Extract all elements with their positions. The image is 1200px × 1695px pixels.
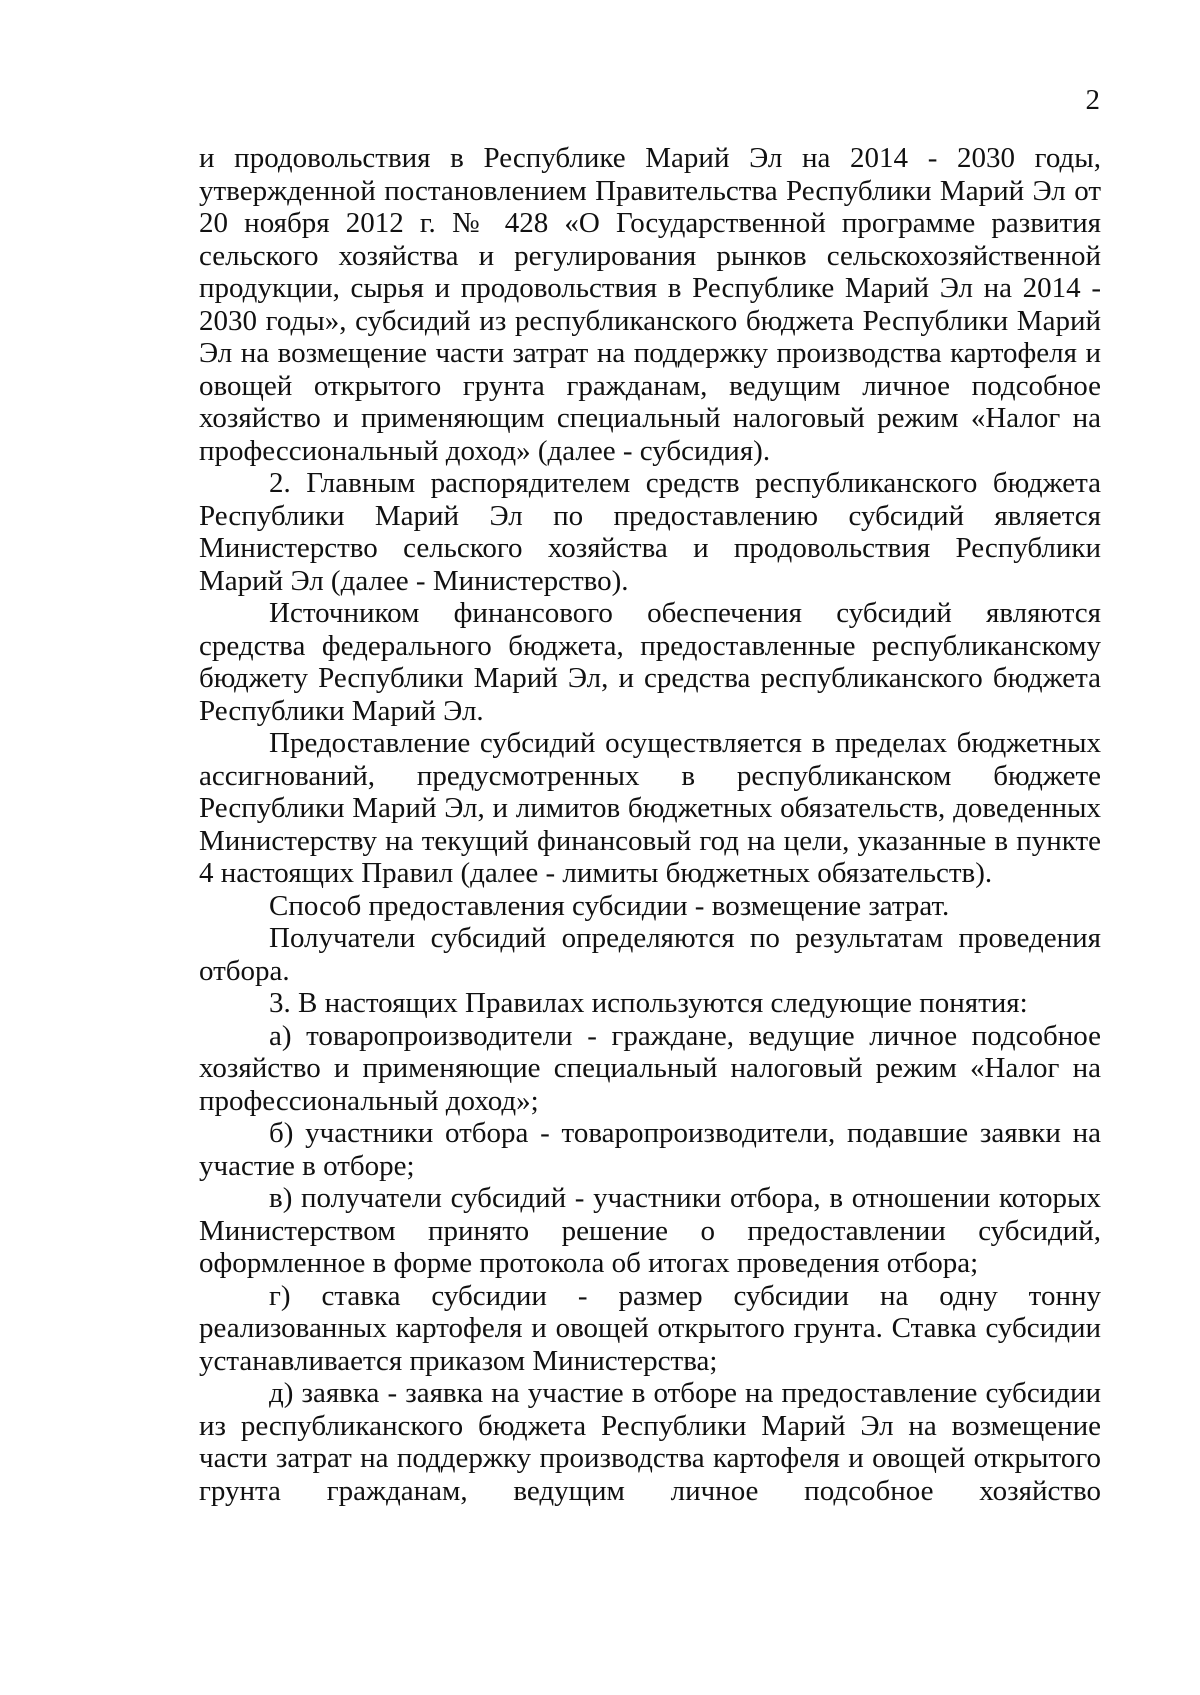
paragraph-subsidy-method: Способ предоставления субсидии - возмещение затрат. bbox=[269, 889, 950, 922]
definition-b: б) участники отбора - товаропроизводители, подавшие заявки на участие в отборе; bbox=[199, 1117, 1101, 1182]
paragraph-recipients: Получатели субсидий определяются по результатам проведения отбора. bbox=[199, 922, 1101, 987]
paragraph-item-3: 3. В настоящих Правилах используются следующие понятия: bbox=[269, 987, 1028, 1019]
definition-g: г) ставка субсидии - размер субсидии на одну тонну реализованных картофеля и овощей открытого грунта. Ставка субсидии устанавливается приказом Министерства; bbox=[199, 1279, 1101, 1377]
paragraph-item-2: 2. Главным распорядителем средств республиканского бюджета Республики Марий Эл по предоставлению субсидий является Министерство сельского хозяйства и продовольствия Республики Марий Эл (далее - Министерство). bbox=[199, 467, 1101, 597]
paragraph-budget-limits: Предоставление субсидий осуществляется в пределах бюджетных ассигнований, предусмотренных в республиканском бюджете Республики Марий Эл, и лимитов бюджетных обязательств, доведенных Министерству на текущий финансовый год на цели, указанные в пункте 4 настоящих Правил (далее - лимиты бюджетных обязательств). bbox=[199, 727, 1101, 889]
definition-d: д) заявка - заявка на участие в отборе на предоставление субсидии из республиканского бюджета Республики Марий Эл на возмещение части затрат на поддержку производства картофеля и овощей открытого грунта гражданам, ведущим личное подсобное хозяйство bbox=[199, 1377, 1101, 1507]
definition-v: в) получатели субсидий - участники отбора, в отношении которых Министерством принято решение о предоставлении субсидий, оформленное в форме протокола об итогах проведения отбора; bbox=[199, 1182, 1101, 1279]
paragraph-funding-source: Источником финансового обеспечения субсидий являются средства федерального бюджета, предоставленные республиканскому бюджету Республики Марий Эл, и средства республиканского бюджета Республики Марий Эл. bbox=[199, 597, 1101, 727]
page-number: 2 bbox=[1085, 84, 1100, 116]
definition-a: а) товаропроизводители - граждане, ведущие личное подсобное хозяйство и применяющие специальный налоговый режим «Налог на профессиональный доход»; bbox=[199, 1019, 1101, 1117]
document-body bbox=[199, 142, 1101, 1507]
paragraph-continuation: и продовольствия в Республике Марий Эл на 2014 - 2030 годы, утвержденной постановлением Правительства Республики Марий Эл от 20 ноября 2012 г. № 428 «О Государственной программе развития сельского хозяйства и регулирования рынков сельскохозяйственной продукции, сырья и продовольствия в Республике Марий Эл на 2014 - 2030 годы», субсидий из республиканского бюджета Республики Марий Эл на возмещение части затрат на поддержку производства картофеля и овощей открытого грунта гражданам, ведущим личное подсобное хозяйство и применяющим специальный налоговый режим «Налог на профессиональный доход» (далее - субсидия). bbox=[199, 142, 1101, 467]
